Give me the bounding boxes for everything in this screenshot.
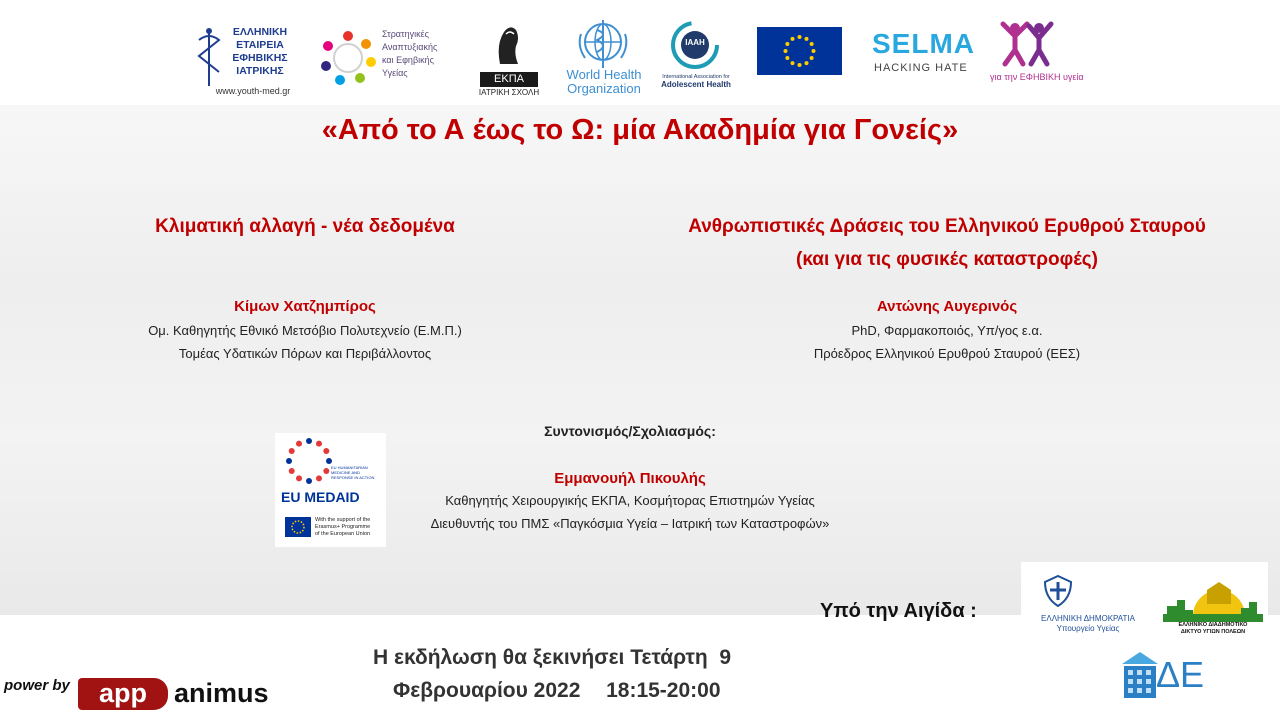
eu-star-icon [810, 42, 814, 46]
eeei-line: ΕΤΑΙΡΕΙΑ [236, 39, 284, 51]
talk-topic: Κλιματική αλλαγή - νέα δεδομένα [155, 216, 455, 237]
speaker-detail: Τομέας Υδατικών Πόρων και Περιβάλλοντος [178, 346, 432, 361]
talk-card [40, 210, 570, 243]
medaid-star-icon [323, 448, 329, 454]
auspices-logo-panel [1021, 562, 1268, 642]
eu-star-icon [784, 49, 788, 53]
eu-flag-small-icon [285, 517, 311, 537]
moderator-name: Εμμανουήλ Πικουλής [554, 470, 706, 487]
medaid-star-icon [296, 441, 302, 447]
talk-topic: Ανθρωπιστικές Δράσεις του Ελληνικού Ερυθρού Σταυρού [688, 216, 1206, 237]
event-title: «Από το Α έως το Ω: μία Ακαδημία για Γονείς» [321, 114, 959, 146]
speaker-name: Αντώνης Αυγερινός [876, 298, 1018, 315]
moderator-block [330, 470, 930, 535]
medaid-star-icon [306, 478, 312, 484]
greek-emblem-icon [1043, 574, 1073, 608]
talk-card [630, 210, 1264, 276]
schedule-prefix: Η εκδήλωση θα ξεκινήσει [373, 646, 631, 669]
iaah-badge-text: IAAH [685, 38, 705, 47]
appanimus-brand-a: app [78, 678, 168, 710]
eu-star-icon [791, 61, 795, 65]
schedule-line2 [393, 679, 793, 703]
appanimus-brand-b: animus [174, 678, 269, 708]
people-circle-icon [318, 28, 378, 88]
network-line2: ΔΙΚΤΥΟ ΥΓΙΩΝ ΠΟΛΕΩΝ [1180, 629, 1246, 635]
medaid-star-icon [326, 458, 332, 464]
ade-logo [1118, 650, 1205, 702]
eu-star-icon [812, 49, 816, 53]
healthy-cities-icon [1163, 576, 1263, 622]
strategic-line: Στρατηγικές [382, 29, 429, 39]
strategic-line: και Εφηβικής [382, 55, 434, 65]
ekpa-logo [478, 24, 540, 96]
sponsor-logo-bar [0, 0, 1280, 105]
medaid-star-icon [289, 448, 295, 454]
jumping-people-icon [995, 20, 1057, 68]
medaid-star-icon [296, 475, 302, 481]
medaid-star-icon [316, 475, 322, 481]
speaker-detail: PhD, Φαρμακοποιός, Υπ/γος ε.α. [851, 323, 1043, 338]
eu-support-line: Erasmus+ Programme [315, 524, 371, 530]
medaid-star-icon [316, 441, 322, 447]
athena-head-icon [492, 24, 524, 68]
eu-star-icon [798, 63, 802, 67]
selma-tagline: HACKING HATE [874, 62, 968, 74]
speaker-detail: Πρόεδρος Ελληνικού Ερυθρού Σταυρού (ΕΕΣ) [813, 346, 1081, 361]
eu-star-icon [791, 37, 795, 41]
schedule-time: 18:15-20:00 [606, 679, 721, 702]
medaid-star-icon [286, 458, 292, 464]
eu-star-icon [785, 56, 789, 60]
moderator-detail: Καθηγητής Χειρουργικής ΕΚΠΑ, Κοσμήτορας Επιστημών Υγείας [445, 493, 815, 508]
speaker-detail: Ομ. Καθηγητής Εθνικό Μετσόβιο Πολυτεχνείο (Ε.Μ.Π.) [148, 323, 462, 338]
moderator-detail: Διευθυντής του ΠΜΣ «Παγκόσμια Υγεία – Ιατρική των Καταστροφών» [430, 516, 830, 531]
medaid-star-icon [323, 468, 329, 474]
eu-star-icon [805, 61, 809, 65]
auspices-label: Υπό την Αιγίδα : [820, 600, 977, 622]
medaid-star-icon [289, 468, 295, 474]
selma-logo [872, 28, 975, 78]
iaah-line1: International Association for [662, 74, 730, 80]
schedule-date: Φεβρουαρίου 2022 [393, 679, 581, 702]
selma-name: SELMA [872, 28, 975, 59]
caduceus-icon [195, 26, 223, 88]
eu-medaid-name: EU MEDAID [281, 489, 360, 505]
eu-star-icon [810, 56, 814, 60]
who-line1: World Health [566, 67, 642, 82]
network-line1: ΕΛΛΗΝΙΚΟ ΔΙΑΔΗΜΟΤΙΚΟ [1178, 622, 1248, 628]
eu-medaid-logo [275, 433, 386, 547]
medaid-star-icon [306, 438, 312, 444]
iaah-logo [660, 20, 732, 94]
eeei-logo [195, 26, 295, 98]
eu-star-icon [798, 35, 802, 39]
efiviki-logo [990, 20, 1112, 86]
eu-support-line: With the support of the [315, 517, 371, 523]
strategic-health-logo [318, 26, 453, 91]
speaker-block [40, 298, 570, 365]
powered-by-label: power by [4, 677, 70, 694]
eu-medaid-small: EU HUMANITARIAN MEDICINE AND RESPONSE IN ACTION [331, 465, 375, 480]
iaah-line2: Adolescent Health [661, 80, 731, 89]
strategic-line: Αναπτυξιακής [382, 42, 438, 52]
ekpa-sub: ΙΑΤΡΙΚΗ ΣΧΟΛΗ [478, 88, 540, 97]
strategic-line: Υγείας [382, 68, 408, 78]
speaker-name: Κίμων Χατζημπίρος [234, 298, 376, 315]
talk-topic-subtitle: (και για τις φυσικές καταστροφές) [796, 249, 1098, 270]
who-emblem-icon [575, 16, 631, 70]
eu-star-icon [785, 42, 789, 46]
who-logo [565, 16, 643, 96]
who-line2: Organization [567, 81, 641, 96]
ministry-line2: Υπουργείο Υγείας [1056, 624, 1120, 633]
ade-text: ΔΕ [1156, 654, 1205, 695]
eeei-line: ΙΑΤΡΙΚΗΣ [236, 65, 284, 77]
ekpa-label: ΕΚΠΑ [480, 72, 538, 87]
eeei-line: ΕΦΗΒΙΚΗΣ [232, 52, 288, 64]
appanimus-logo [78, 678, 324, 710]
schedule-day: Τετάρτη 9 [630, 646, 732, 669]
efiviki-text: για την ΕΦΗΒΙΚΗ υγεία [990, 72, 1084, 82]
speaker-block [630, 298, 1264, 365]
eu-flag-icon [757, 27, 842, 75]
moderation-label: Συντονισμός/Σχολιασμός: [544, 423, 716, 439]
eu-support-line: of the European Union [315, 531, 371, 537]
eu-star-icon [805, 37, 809, 41]
eeei-line: ΕΛΛΗΝΙΚΗ [232, 26, 288, 38]
eeei-url: www.youth-med.gr [215, 86, 291, 96]
ministry-line1: ΕΛΛΗΝΙΚΗ ΔΗΜΟΚΡΑΤΙΑ [1041, 614, 1135, 623]
schedule-line1 [373, 646, 793, 670]
